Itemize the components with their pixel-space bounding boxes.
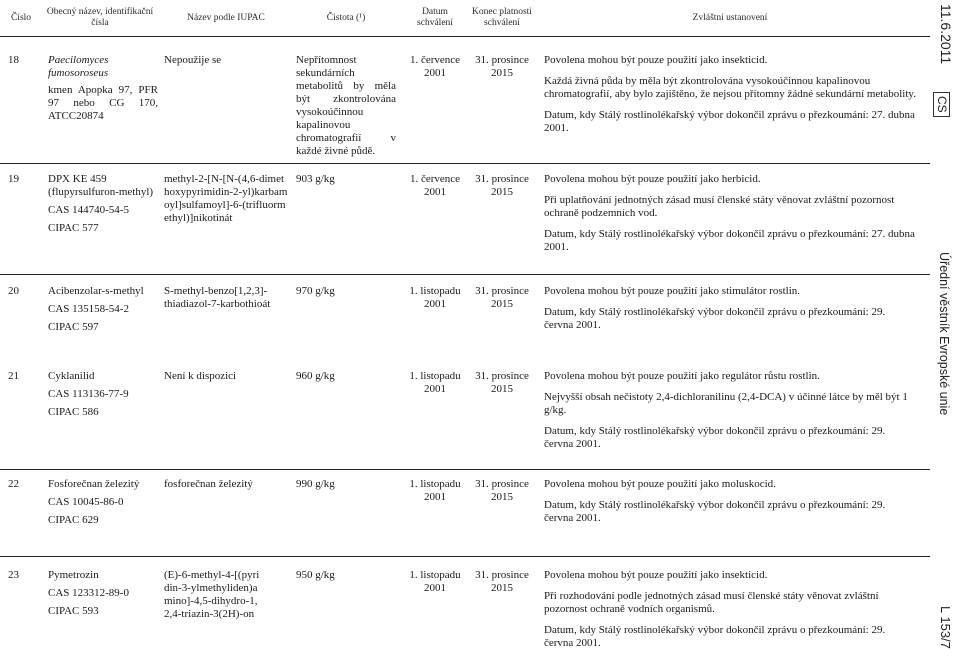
common-name: DPX KE 459 (flupyrsulfuron-methyl) CAS 144740-54-5 CIPAC 577	[48, 173, 154, 234]
expiry-date: 31. prosince 2015	[475, 569, 529, 594]
common-name: Fosforečnan železitý CAS 10045-86-0 CIPAC 629	[48, 478, 140, 526]
publication-date: 11.6.2011	[938, 4, 954, 65]
table-row	[0, 163, 930, 253]
common-name: Acibenzolar-s-methyl CAS 135158-54-2 CIPAC 597	[48, 285, 144, 333]
table-header	[0, 0, 930, 37]
approval-date: 1. listopadu 2001	[409, 569, 461, 594]
row-number: 22	[8, 478, 19, 490]
header-zvlastni-ustanoveni: Zvláštní ustanovení	[692, 12, 768, 23]
purity: 990 g/kg	[296, 478, 335, 490]
purity: Nepřítomnost sekundárních metabolitů by měla být zkontrolována vysokoúčinnou kapalinovou chromatografií v každé živné půdě.	[296, 54, 396, 157]
common-name: Cyklanilid CAS 113136-77-9 CIPAC 586	[48, 370, 129, 418]
iupac-name: (E)-6-methyl-4-[(pyridin-3-ylmethyliden)amino]-4,5-dihydro-1,2,4-triazin-3(2H)-on	[164, 569, 260, 620]
iupac-name: methyl-2-[N-[N-(4,6-dimethoxypyrimidin-2-yl)karbamoyl]sulfamoyl]-6-(trifluormethyl)]nikotinát	[164, 173, 288, 224]
row-number: 18	[8, 54, 19, 66]
table-row	[0, 469, 930, 550]
table-row	[0, 47, 930, 157]
expiry-date: 31. prosince 2015	[475, 285, 529, 310]
expiry-date: 31. prosince 2015	[475, 173, 529, 198]
row-number: 20	[8, 285, 19, 297]
approval-date: 1. července 2001	[409, 54, 461, 79]
purity: 970 g/kg	[296, 285, 335, 297]
header-obecny-nazev: Obecný název, identifikační čísla	[46, 7, 154, 28]
iupac-name: Není k dispozici	[164, 370, 237, 382]
provisions: Povolena mohou být pouze použití jako insekticid. Při rozhodování podle jednotných zásad musí členské státy věnovat zvláštní pozornost ochraně vodních organismů. Datum, kdy Stálý rostlinolékařský výbor dokončil zprávu o přezkoumání: 29. června 2001.	[544, 569, 886, 649]
common-name: Paecilomyces fumosoroseus kmen Apopka 97, PFR 97 nebo CG 170, ATCC20874	[48, 54, 158, 122]
table-row	[0, 274, 930, 355]
approval-date: 1. listopadu 2001	[409, 285, 461, 310]
expiry-date: 31. prosince 2015	[475, 478, 529, 503]
header-datum-schvaleni: Datum schválení	[417, 7, 453, 28]
table-row	[0, 556, 930, 661]
journal-title: Úřední věstník Evropské unie	[937, 252, 951, 416]
table-row	[0, 362, 930, 462]
iupac-name: fosforečnan železitý	[164, 478, 253, 490]
iupac-name: S-methyl-benzo[1,2,3]-thiadiazol-7-karbothioát	[164, 285, 271, 310]
language-code: CS	[933, 92, 950, 117]
expiry-date: 31. prosince 2015	[475, 54, 529, 79]
approval-date: 1. července 2001	[409, 173, 461, 198]
provisions: Povolena mohou být pouze použití jako insekticid. Každá živná půda by měla být zkontrolována vysokoúčinnou kapalinovou chromatografií, aby bylo zajištěno, že nejsou přítomny žádné sekundární metabolity. Datum, kdy Stálý rostlinolékařský výbor dokončil zprávu o přezkoumání: 27. dubna 2001.	[544, 54, 916, 134]
provisions: Povolena mohou být pouze použití jako moluskocid. Datum, kdy Stálý rostlinolékařský výbor dokončil zprávu o přezkoumání: 29. června 2001.	[544, 478, 886, 524]
common-name: Pymetrozin CAS 123312-89-0 CIPAC 593	[48, 569, 129, 617]
row-number: 23	[8, 569, 19, 581]
header-cislo: Číslo	[10, 12, 32, 23]
row-number: 21	[8, 370, 19, 382]
provisions: Povolena mohou být pouze použití jako herbicid. Při uplatňování jednotných zásad musí členské státy věnovat zvláštní pozornost ochraně podzemních vod. Datum, kdy Stálý rostlinolékařský výbor dokončil zprávu o přezkoumání: 27. dubna 2001.	[544, 173, 915, 253]
expiry-date: 31. prosince 2015	[475, 370, 529, 395]
header-iupac: Název podle IUPAC	[187, 12, 265, 23]
purity: 903 g/kg	[296, 173, 335, 185]
purity: 950 g/kg	[296, 569, 335, 581]
approval-date: 1. listopadu 2001	[409, 370, 461, 395]
row-number: 19	[8, 173, 19, 185]
iupac-name: Nepoužije se	[164, 54, 222, 66]
page-number: L 153/7	[938, 606, 953, 649]
provisions: Povolena mohou být pouze použití jako stimulátor rostlin. Datum, kdy Stálý rostlinolékařský výbor dokončil zprávu o přezkoumání: 29. června 2001.	[544, 285, 886, 331]
header-konec-platnosti: Konec platnosti schválení	[472, 7, 532, 28]
approval-date: 1. listopadu 2001	[409, 478, 461, 503]
provisions: Povolena mohou být pouze použití jako regulátor růstu rostlin. Nejvyšší obsah nečistoty 2,4-dichloranilinu (2,4-DCA) v účinné látce by měl být 1 g/kg. Datum, kdy Stálý rostlinolékařský výbor dokončil zprávu o přezkoumání: 29. června 2001.	[544, 370, 908, 450]
header-cistota: Čistota (¹)	[326, 12, 366, 23]
purity: 960 g/kg	[296, 370, 335, 382]
